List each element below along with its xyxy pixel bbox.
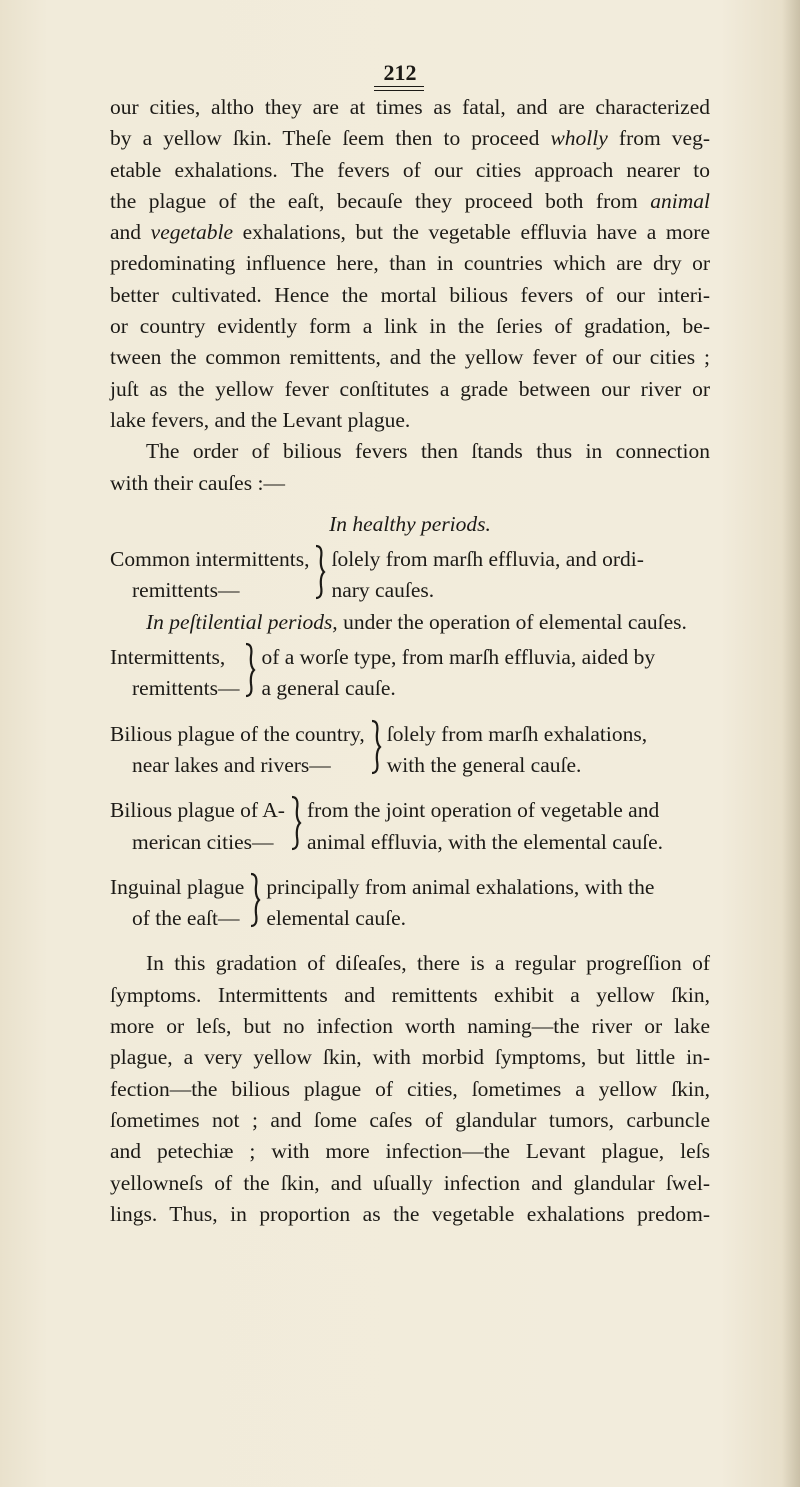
text-line: better cultivated. Hence the mortal bilious fevers of our interi-	[110, 282, 710, 307]
text-line: and petechiæ ; with more infection—the Levant plague, leſs	[110, 1139, 710, 1164]
entry-disease-cont: remittents—	[132, 676, 240, 701]
entry-disease: Bilious plague of A-	[110, 798, 285, 823]
brace-icon	[244, 872, 266, 935]
text-line: tween the common remittents, and the yellow fever of our cities ;	[110, 345, 710, 370]
text-line: The order of bilious fevers then ſtands thus in connection	[146, 439, 710, 464]
text-line: or country evidently form a link in the ſeries of gradation, be-	[110, 314, 710, 339]
text-line: ſymptoms. Intermittents and remittents exhibit a yellow ſkin,	[110, 982, 710, 1007]
entry-cause: ſolely from marſh effluvia, and ordi-	[331, 547, 644, 572]
entry-cause-cont: animal effluvia, with the elemental cauſe.	[306, 829, 663, 854]
text-line: juſt as the yellow fever conſtitutes a grade between our river or	[110, 376, 710, 401]
pestilential-periods-heading: In peſtilential periods, under the operation of elemental cauſes.	[146, 609, 687, 634]
pestilential-entry	[110, 795, 710, 858]
page-number: 212	[383, 60, 417, 85]
brace-icon	[309, 544, 331, 607]
entry-cause: of a worſe type, from marſh effluvia, aided by	[261, 645, 656, 670]
text-line: our cities, altho they are at times as fatal, and are characterized	[110, 95, 710, 119]
pestilential-entry	[110, 642, 710, 705]
text-line: plague, a very yellow ſkin, with morbid ſymptoms, but little in-	[110, 1045, 710, 1070]
entry-cause: from the joint operation of vegetable and	[306, 798, 660, 823]
text-line: by a yellow ſkin. Theſe ſeem then to proceed wholly from veg-	[110, 126, 711, 151]
entry-disease: Bilious plague of the country,	[110, 721, 365, 746]
text-line: yellowneſs of the ſkin, and uſually infection and glandular ſwel-	[110, 1170, 710, 1195]
entry-disease: Common intermittents,	[110, 547, 310, 572]
brace-icon	[285, 795, 307, 858]
entry-disease: Intermittents,	[110, 645, 226, 670]
entry-disease-cont: near lakes and rivers—	[132, 752, 331, 777]
text-line: with their cauſes :—	[110, 470, 285, 495]
text-line: the plague of the eaſt, becauſe they proceed both from animal	[110, 188, 711, 213]
healthy-periods-heading: In healthy periods.	[329, 511, 491, 536]
pestilential-entry	[110, 719, 710, 782]
text-line: ſometimes not ; and ſome caſes of glandular tumors, carbuncle	[110, 1107, 710, 1132]
entry-cause: ſolely from marſh exhalations,	[386, 721, 648, 746]
entry-cause-cont: with the general cauſe.	[386, 752, 582, 777]
entry-cause: principally from animal exhalations, with the	[266, 874, 655, 899]
entry-cause-cont: nary cauſes.	[331, 578, 435, 603]
text-line: In this gradation of diſeaſes, there is a regular progreſſion of	[146, 951, 710, 976]
entry-disease-cont: of the eaſt—	[132, 906, 240, 931]
entry-cause-cont: elemental cauſe.	[266, 906, 407, 931]
text-line: lake fevers, and the Levant plague.	[110, 407, 411, 432]
text-line: predominating influence here, than in countries which are dry or	[110, 251, 710, 276]
text-line: and vegetable exhalations, but the vegetable effluvia have a more	[110, 220, 711, 245]
page-number-rule	[374, 86, 424, 91]
entry-disease-cont: remittents—	[132, 578, 240, 603]
pestilential-entry	[110, 872, 710, 935]
brace-icon	[239, 642, 261, 705]
text-line: more or leſs, but no infection worth naming—the river or lake	[110, 1014, 710, 1039]
entry-disease-cont: merican cities—	[132, 829, 274, 854]
entry-disease: Inguinal plague	[110, 874, 245, 899]
text-line: lings. Thus, in proportion as the vegetable exhalations predom-	[110, 1201, 710, 1226]
healthy-entry	[110, 544, 710, 607]
page-edge-shadow	[782, 0, 800, 1487]
brace-icon	[365, 719, 387, 782]
entry-cause-cont: a general cauſe.	[261, 676, 396, 701]
text-line: etable exhalations. The fevers of our cities approach nearer to	[110, 157, 710, 182]
body-text	[110, 92, 710, 1230]
text-line: fection—the bilious plague of cities, ſometimes a yellow ſkin,	[110, 1076, 710, 1101]
